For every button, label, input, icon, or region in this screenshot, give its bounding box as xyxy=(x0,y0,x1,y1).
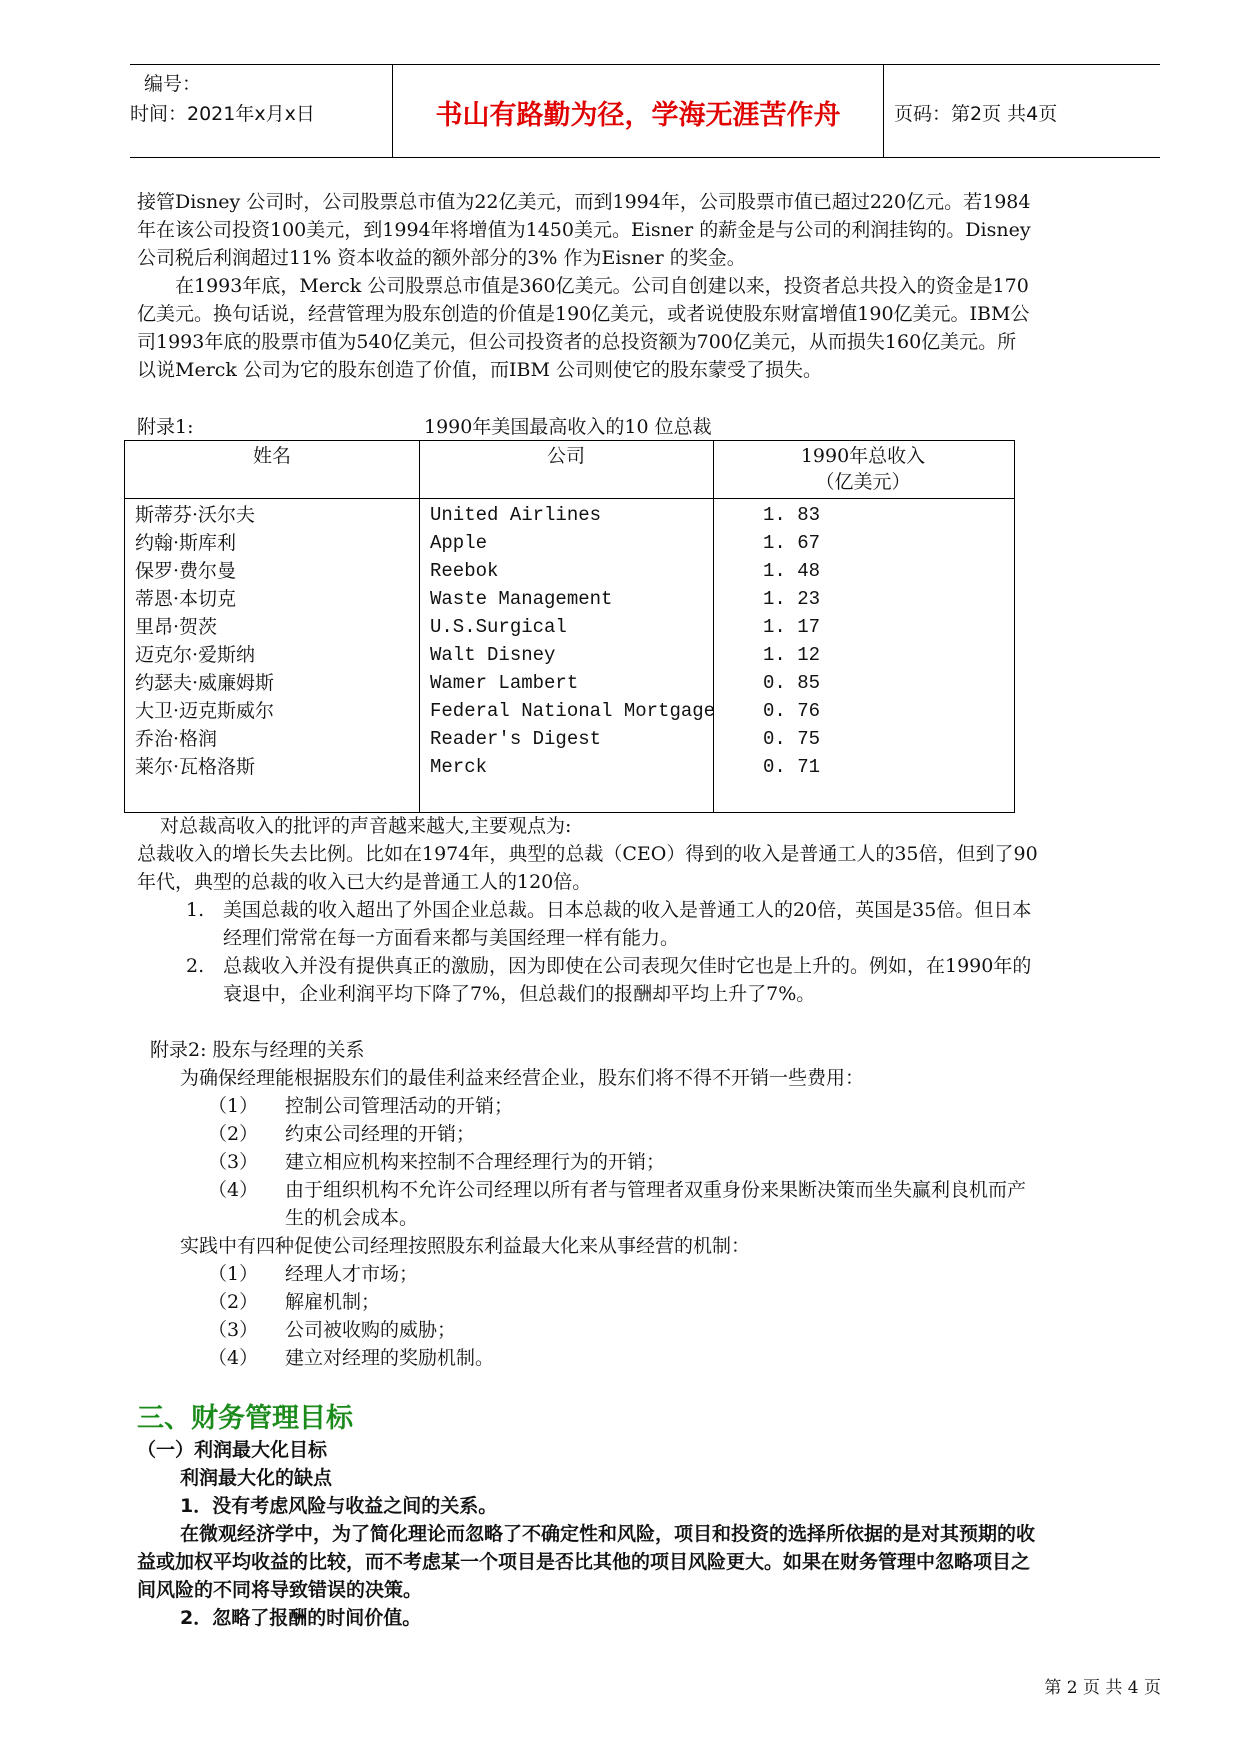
ceo-name-cell: 迈克尔·爱斯纳 xyxy=(135,644,256,666)
page-label: 页码：第2页 共4页 xyxy=(894,103,1058,125)
body-paragraph-line: 益或加权平均收益的比较，而不考虑某一个项目是否比其他的项目风险更大。如果在财务管理中忽略项目之 xyxy=(137,1551,1031,1573)
cost-item-text: 由于组织机构不允许公司经理以所有者与管理者双重身份来果断决策而坐失赢利良机而产 xyxy=(285,1179,1027,1201)
intro-line: 司1993年底的股票市值为540亿美元，但公司投资者的总投资额为700亿美元，从而损失160亿美元。所 xyxy=(137,331,1017,353)
point-heading: 2．忽略了报酬的时间价值。 xyxy=(180,1607,422,1629)
ceo-name-cell: 乔治·格润 xyxy=(135,728,218,750)
document-header xyxy=(130,64,1160,158)
criticism-point-number: 1. xyxy=(186,899,205,921)
cost-item-number: （3） xyxy=(208,1151,259,1173)
income-cell: 1. 83 xyxy=(763,504,821,526)
cost-item-text: 约束公司经理的开销； xyxy=(285,1123,476,1145)
company-cell: Reebok xyxy=(430,560,499,582)
slogan: 书山有路勤为径，学海无涯苦作舟 xyxy=(435,100,841,131)
ceo-name-cell: 大卫·迈克斯威尔 xyxy=(135,700,275,722)
ceo-name-cell: 斯蒂芬·沃尔夫 xyxy=(135,504,256,526)
company-cell: Apple xyxy=(430,532,488,554)
header-page-cell xyxy=(884,65,1160,157)
criticism-point-text: 总裁收入并没有提供真正的激励，因为即使在公司表现欠佳时它也是上升的。例如，在1990年的 xyxy=(223,955,1032,977)
income-cell: 1. 67 xyxy=(763,532,821,554)
cost-item-number: （1） xyxy=(208,1095,259,1117)
mechanism-item-text: 经理人才市场； xyxy=(285,1263,419,1285)
number-label: 编号： xyxy=(144,73,202,95)
intro-line: 年在该公司投资100美元，到1994年将增值为1450美元。Eisner 的薪金是与公司的利润挂钩的。Disney xyxy=(137,219,1031,241)
subsection-subheading: 利润最大化的缺点 xyxy=(180,1467,333,1489)
cost-item-number: （2） xyxy=(208,1123,259,1145)
intro-line: 以说Merck 公司为它的股东创造了价值，而IBM 公司则使它的股东蒙受了损失。 xyxy=(137,359,822,381)
income-cell: 1. 23 xyxy=(763,588,821,610)
income-cell: 1. 48 xyxy=(763,560,821,582)
mechanism-item-number: （2） xyxy=(208,1291,259,1313)
company-cell: Wamer Lambert xyxy=(430,672,579,694)
mechanism-item-number: （1） xyxy=(208,1263,259,1285)
table-divider xyxy=(713,441,714,812)
body-paragraph-line: 间风险的不同将导致错误的决策。 xyxy=(137,1579,423,1601)
body-paragraph-line: 在微观经济学中，为了简化理论而忽略了不确定性和风险，项目和投资的选择所依据的是对其预期的收 xyxy=(180,1523,1036,1545)
mechanism-item-text: 建立对经理的奖励机制。 xyxy=(285,1347,495,1369)
criticism-lead: 对总裁高收入的批评的声音越来越大,主要观点为: xyxy=(160,815,572,837)
cost-item-text: 生的机会成本。 xyxy=(285,1207,419,1229)
time-label: 时间：2021年x月x日 xyxy=(130,103,315,125)
ceo-name-cell: 约翰·斯库利 xyxy=(135,532,237,554)
section-heading: 三、财务管理目标 xyxy=(137,1403,353,1434)
income-cell: 0. 85 xyxy=(763,672,821,694)
company-cell: United Airlines xyxy=(430,504,602,526)
appendix1-label: 附录1: xyxy=(137,416,194,438)
mechanisms-intro: 实践中有四种促使公司经理按照股东利益最大化来从事经营的机制： xyxy=(180,1235,751,1257)
company-cell: Federal National Mortgage xyxy=(430,700,716,722)
column-header-company: 公司 xyxy=(546,445,585,467)
table-divider xyxy=(125,498,1014,499)
ceo-name-cell: 蒂恩·本切克 xyxy=(135,588,237,610)
appendix2-title: 附录2: 股东与经理的关系 xyxy=(150,1039,365,1061)
cost-item-text: 建立相应机构来控制不合理经理行为的开销； xyxy=(285,1151,666,1173)
income-cell: 0. 76 xyxy=(763,700,821,722)
intro-line: 公司税后利润超过11% 资本收益的额外部分的3% 作为Eisner 的奖金。 xyxy=(137,247,746,269)
column-header-income-unit: （亿美元） xyxy=(815,471,911,493)
income-cell: 1. 12 xyxy=(763,644,821,666)
appendix1-title: 1990年美国最高收入的10 位总裁 xyxy=(424,416,712,438)
ceo-name-cell: 莱尔·瓦格洛斯 xyxy=(135,756,256,778)
criticism-line: 总裁收入的增长失去比例。比如在1974年，典型的总裁（CEO）得到的收入是普通工人的35倍，但到了90 xyxy=(137,843,1038,865)
company-cell: Walt Disney xyxy=(430,644,556,666)
column-header-name: 姓名 xyxy=(252,445,291,467)
income-cell: 1. 17 xyxy=(763,616,821,638)
subsection-heading: （一）利润最大化目标 xyxy=(137,1439,328,1461)
income-cell: 0. 71 xyxy=(763,756,821,778)
criticism-point-text: 美国总裁的收入超出了外国企业总裁。日本总裁的收入是普通工人的20倍，英国是35倍。但日本 xyxy=(223,899,1032,921)
ceo-name-cell: 里昂·贺茨 xyxy=(135,616,218,638)
intro-line: 接管Disney 公司时，公司股票总市值为22亿美元，而到1994年，公司股票市值已超过220亿元。若1984 xyxy=(137,191,1031,213)
ceo-income-table xyxy=(124,440,1015,813)
ceo-name-cell: 保罗·费尔曼 xyxy=(135,560,237,582)
mechanism-item-number: （3） xyxy=(208,1319,259,1341)
criticism-point-text: 衰退中，企业利润平均下降了7%，但总裁们的报酬却平均上升了7%。 xyxy=(223,983,816,1005)
ceo-name-cell: 约瑟夫·威廉姆斯 xyxy=(135,672,275,694)
page-footer: 第 2 页 共 4 页 xyxy=(1044,1678,1161,1698)
header-info-cell xyxy=(130,65,393,157)
company-cell: Waste Management xyxy=(430,588,613,610)
point-heading: 1．没有考虑风险与收益之间的关系。 xyxy=(180,1495,498,1517)
intro-line: 在1993年底，Merck 公司股票总市值是360亿美元。公司自创建以来，投资者总共投入的资金是170 xyxy=(137,275,1029,297)
cost-item-text: 控制公司管理活动的开销； xyxy=(285,1095,514,1117)
criticism-point-text: 经理们常常在每一方面看来都与美国经理一样有能力。 xyxy=(223,927,680,949)
intro-line: 亿美元。换句话说，经营管理为股东创造的价值是190亿美元，或者说使股东财富增值190亿美元。IBM公 xyxy=(137,303,1030,325)
income-cell: 0. 75 xyxy=(763,728,821,750)
company-cell: Reader's Digest xyxy=(430,728,602,750)
column-header-income: 1990年总收入 xyxy=(800,445,926,467)
table-divider xyxy=(419,441,420,812)
header-slogan-cell xyxy=(393,65,884,157)
criticism-line: 年代，典型的总裁的收入已大约是普通工人的120倍。 xyxy=(137,871,592,893)
mechanism-item-text: 解雇机制； xyxy=(285,1291,381,1313)
mechanism-item-number: （4） xyxy=(208,1347,259,1369)
cost-item-number: （4） xyxy=(208,1179,259,1201)
criticism-point-number: 2. xyxy=(186,955,205,977)
appendix2-intro: 为确保经理能根据股东们的最佳利益来经营企业，股东们将不得不开销一些费用： xyxy=(180,1067,865,1089)
company-cell: Merck xyxy=(430,756,488,778)
mechanism-item-text: 公司被收购的威胁； xyxy=(285,1319,457,1341)
company-cell: U.S.Surgical xyxy=(430,616,567,638)
